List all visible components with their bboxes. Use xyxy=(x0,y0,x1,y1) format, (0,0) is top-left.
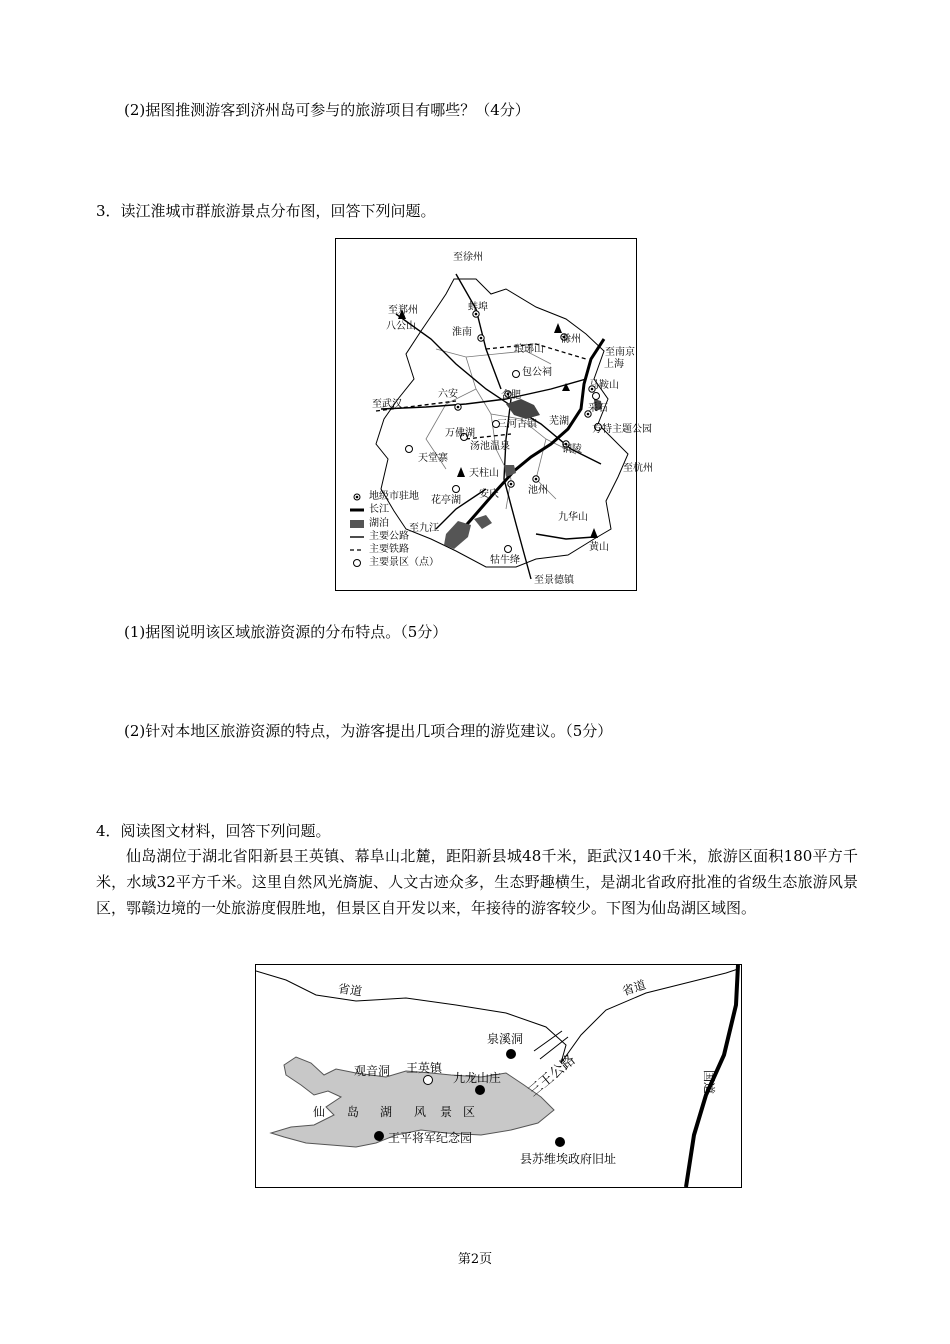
label-shanghai: 上海 xyxy=(604,359,624,370)
label-soviet-government-site: 县苏维埃政府旧址 xyxy=(520,1152,617,1166)
label-huainan: 淮南 xyxy=(452,327,472,338)
label-lake-char-6: 区 xyxy=(463,1105,476,1119)
q3-title: 3．读江淮城市群旅游景点分布图，回答下列问题。 xyxy=(96,202,436,220)
label-shengdao-left: 省道 xyxy=(337,981,363,999)
label-chizhou: 池州 xyxy=(528,485,548,496)
provincial-road xyxy=(256,969,738,1063)
q4-material xyxy=(96,843,858,921)
label-lake-char-1: 仙 xyxy=(313,1105,326,1119)
label-maanshan: 马鞍山 xyxy=(589,380,619,391)
label-jiuhuashan: 九华山 xyxy=(558,512,588,523)
q4-title: 4．阅读图文材料，回答下列问题。 xyxy=(96,822,331,840)
legend-railway: 主要铁路 xyxy=(369,544,409,555)
label-lake-char-5: 景 xyxy=(440,1105,453,1119)
q3-sub-question-2: (2)针对本地区旅游资源的特点，为游客提出几项合理的游览建议。（5分） xyxy=(124,722,613,740)
xiandao-lake-map xyxy=(255,964,742,1188)
label-jiujiang: 至九江 xyxy=(409,523,439,534)
label-bengbu: 蚌埠 xyxy=(468,302,488,313)
label-shengdao-right: 省道 xyxy=(620,977,648,999)
label-zhengzhou: 至郑州 xyxy=(388,305,418,316)
label-guanyindong: 观音洞 xyxy=(354,1064,391,1078)
label-wangyingzhen: 王英镇 xyxy=(406,1061,443,1075)
q2-sub-question-2: (2)据图推测游客到济州岛可参与的旅游项目有哪些？（4分） xyxy=(124,101,530,119)
label-fangte: 方特主题公园 xyxy=(592,424,652,435)
label-wangping-memorial: 王平将军纪念园 xyxy=(388,1131,473,1145)
label-liuan: 六安 xyxy=(438,389,458,400)
legend-symbols xyxy=(350,494,364,567)
legend-city: 地级市驻地 xyxy=(369,491,419,502)
jianghuai-tourism-map xyxy=(335,238,653,591)
label-sanwang-road: 三王公路 xyxy=(525,1051,579,1101)
label-lake-char-3: 湖 xyxy=(380,1105,393,1119)
label-lake-char-4: 风 xyxy=(414,1105,427,1119)
label-anqing: 安庆 xyxy=(479,489,499,500)
lake-longgan xyxy=(474,515,492,529)
label-caishi: 采石 xyxy=(588,403,608,414)
label-quanxidong: 泉溪洞 xyxy=(487,1032,524,1046)
page-number: 第2页 xyxy=(457,1252,493,1267)
label-bagongshan: 八公山 xyxy=(386,321,416,332)
legend-lake: 湖泊 xyxy=(369,518,389,529)
label-wuhu: 芜湖 xyxy=(549,416,569,427)
legend-highway: 主要公路 xyxy=(369,531,409,542)
label-sanhe: 三河古镇 xyxy=(497,419,537,430)
q4-paragraph: 仙岛湖位于湖北省阳新县王英镇、幕阜山北麓，距阳新县城48千米，距武汉140千米，旅游区面积180平方千米，水域32平方千米。这里自然风光旖旎、人文古迹众多，生态野趣横生，是湖北省政府批准的省级生态旅游风景区，鄂赣边境的一处旅游度假胜地，但景区自开发以来，年接待的游客较少。下图为仙岛湖区域图。 xyxy=(96,847,858,917)
label-guniujiang: 牯牛绛 xyxy=(490,555,520,566)
label-huatinghu: 花亭湖 xyxy=(431,495,461,506)
label-chuzhou: 滁州 xyxy=(561,334,581,345)
label-huangshan: 黄山 xyxy=(589,542,609,553)
label-xuzhou: 至徐州 xyxy=(453,252,483,263)
label-nanjing: 至南京 xyxy=(605,347,635,358)
label-tongling: 铜陵 xyxy=(562,444,582,455)
wangying-town-marker xyxy=(424,1076,433,1085)
label-wanfohu: 万佛湖 xyxy=(445,428,475,439)
label-wuhan: 至武汉 xyxy=(372,399,402,410)
label-lake-char-2: 岛 xyxy=(347,1105,360,1119)
legend-river: 长江 xyxy=(369,504,389,515)
label-langyashan: 琅琊山 xyxy=(514,344,544,355)
legend-scenic: 主要景区（点） xyxy=(369,557,439,568)
lake-poyang xyxy=(444,521,471,549)
label-hefei: 合肥 xyxy=(501,390,521,401)
q3-sub-question-1: (1)据图说明该区域旅游资源的分布特点。（5分） xyxy=(124,623,448,641)
lake-huating xyxy=(504,465,516,477)
label-hangzhou: 至杭州 xyxy=(623,463,653,474)
label-jingdezhen: 至景德镇 xyxy=(534,575,574,586)
label-guodao: 国道 xyxy=(702,1069,717,1095)
label-baogongci: 包公祠 xyxy=(522,367,552,378)
label-jiulongshanzhuang: 九龙山庄 xyxy=(453,1071,502,1085)
label-tianzhushan: 天柱山 xyxy=(469,468,499,479)
label-tangchi: 汤池温泉 xyxy=(470,441,510,452)
label-tiantangzhai: 天堂寨 xyxy=(418,453,448,464)
